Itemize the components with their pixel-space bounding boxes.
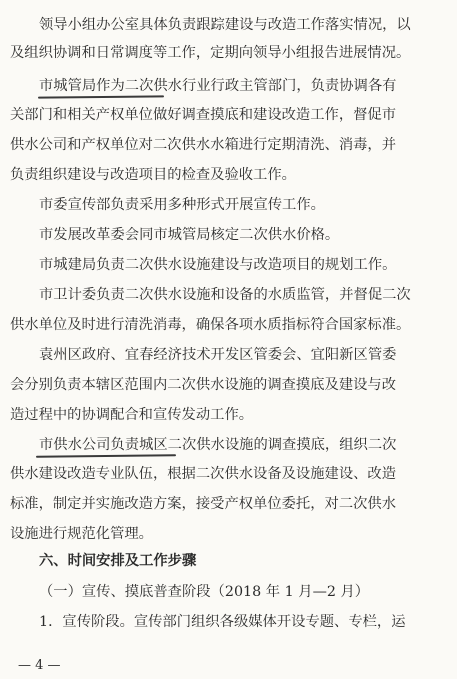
subsection-heading: （一）宣传、摸底普查阶段（2018 年 1 月—2 月）	[39, 584, 370, 600]
body-text-line: 市城管局作为二次供水行业行政主管部门，负责协调各有	[39, 78, 397, 94]
body-text-line: 市城建局负责二次供水设施建设与改造项目的规划工作。	[39, 257, 397, 273]
body-text-line: 市委宣传部负责采用多种形式开展宣传工作。	[39, 197, 325, 213]
body-text-line: 市供水公司负责城区二次供水设施的调查摸底，组织二次	[39, 437, 397, 453]
body-text-line: 1．宣传阶段。宣传部门组织各级媒体开设专题、专栏，运	[39, 614, 406, 630]
body-text-line: 袁州区政府、宜春经济技术开发区管委会、宜阳新区管委	[39, 347, 397, 363]
body-text-line: 供水单位及时进行清洗消毒，确保各项水质指标符合国家标准。	[10, 317, 411, 333]
body-text-line: 会分别负责本辖区范围内二次供水设施的调查摸底及建设与改	[10, 377, 397, 393]
body-text-line: 供水公司和产权单位对二次供水水箱进行定期清洗、消毒，并	[10, 137, 397, 153]
body-text-line: 及组织协调和日常调度等工作，定期向领导小组报告进展情况。	[10, 45, 411, 61]
body-text-line: 供水建设改造专业队伍，根据二次供水设备及设施建设、改造	[10, 466, 397, 482]
body-text-line: 领导小组办公室具体负责跟踪建设与改造工作落实情况，以	[39, 17, 411, 33]
page-number: — 4 —	[18, 658, 61, 673]
body-text-line: 造过程中的协调配合和宣传发动工作。	[10, 407, 254, 423]
body-text-line: 标准，制定并实施改造方案，接受产权单位委托，对二次供水	[10, 496, 397, 512]
body-text-line: 市卫计委负责二次供水设施和设备的水质监管，并督促二次	[39, 287, 411, 303]
handwritten-underline	[36, 454, 176, 457]
handwritten-underline	[38, 95, 164, 98]
body-text-line: 关部门和相关产权单位做好调查摸底和建设改造工作，督促市	[10, 107, 397, 123]
section-heading: 六、时间安排及工作步骤	[39, 553, 197, 569]
body-text-line: 设施进行规范化管理。	[10, 526, 153, 542]
body-text-line: 市发展改革委会同市城管局核定二次供水价格。	[39, 227, 340, 243]
body-text-line: 负责组织建设与改造项目的检查及验收工作。	[10, 167, 296, 183]
